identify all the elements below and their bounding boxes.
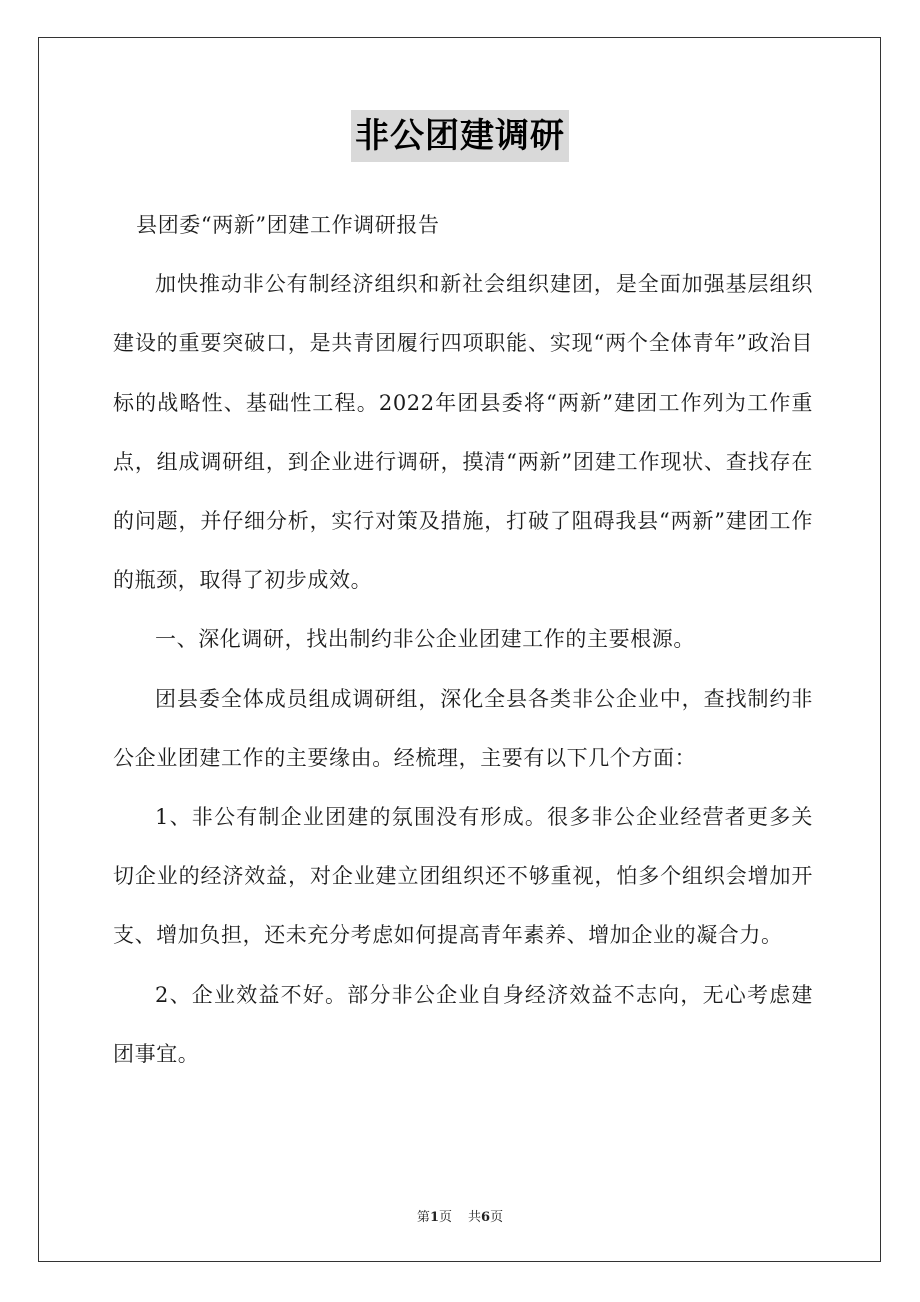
total-pages-number: 6 bbox=[481, 1210, 491, 1225]
page-footer bbox=[0, 1206, 920, 1225]
document-title: 非公团建调研 bbox=[351, 110, 569, 162]
paragraph-intro: 加快推动非公有制经济组织和新社会组织建团，是全面加强基层组织建设的重要突破口，是共青团履行四项职能、实现“两个全体青年”政治目标的战略性、基础性工程。2022年团县委将“两新”建团工作列为工作重点，组成调研组，到企业进行调研，摸清“两新”团建工作现状、查找存在的问题，并仔细分析，实行对策及措施，打破了阻碍我县“两新”建团工作的瓶颈，取得了初步成效。 bbox=[113, 272, 813, 593]
footer-total-suffix: 页 bbox=[490, 1210, 504, 1225]
report-subtitle: 县团委“两新”团建工作调研报告 bbox=[136, 213, 440, 237]
list-item-2: 2、企业效益不好。部分非公企业自身经济效益不志向，无心考虑建团事宜。 bbox=[113, 982, 813, 1066]
footer-total-prefix: 共 bbox=[468, 1210, 482, 1225]
current-page-number: 1 bbox=[429, 1210, 439, 1225]
title-container bbox=[0, 110, 920, 162]
footer-prefix: 第 bbox=[416, 1210, 430, 1225]
footer-page-suffix: 页 bbox=[438, 1210, 452, 1225]
list-item-1: 1、非公有制企业团建的氛围没有形成。很多非公企业经营者更多关切企业的经济效益，对企业建立团组织还不够重视，怕多个组织会增加开支、增加负担，还未充分考虑如何提高青年素养、增加企业的凝合力。 bbox=[113, 805, 813, 948]
paragraph-research: 团县委全体成员组成调研组，深化全县各类非公企业中，查找制约非公企业团建工作的主要缘由。经梳理，主要有以下几个方面： bbox=[113, 686, 813, 770]
section-heading-1: 一、深化调研，找出制约非公企业团建工作的主要根源。 bbox=[155, 627, 695, 652]
document-body bbox=[113, 196, 813, 1084]
